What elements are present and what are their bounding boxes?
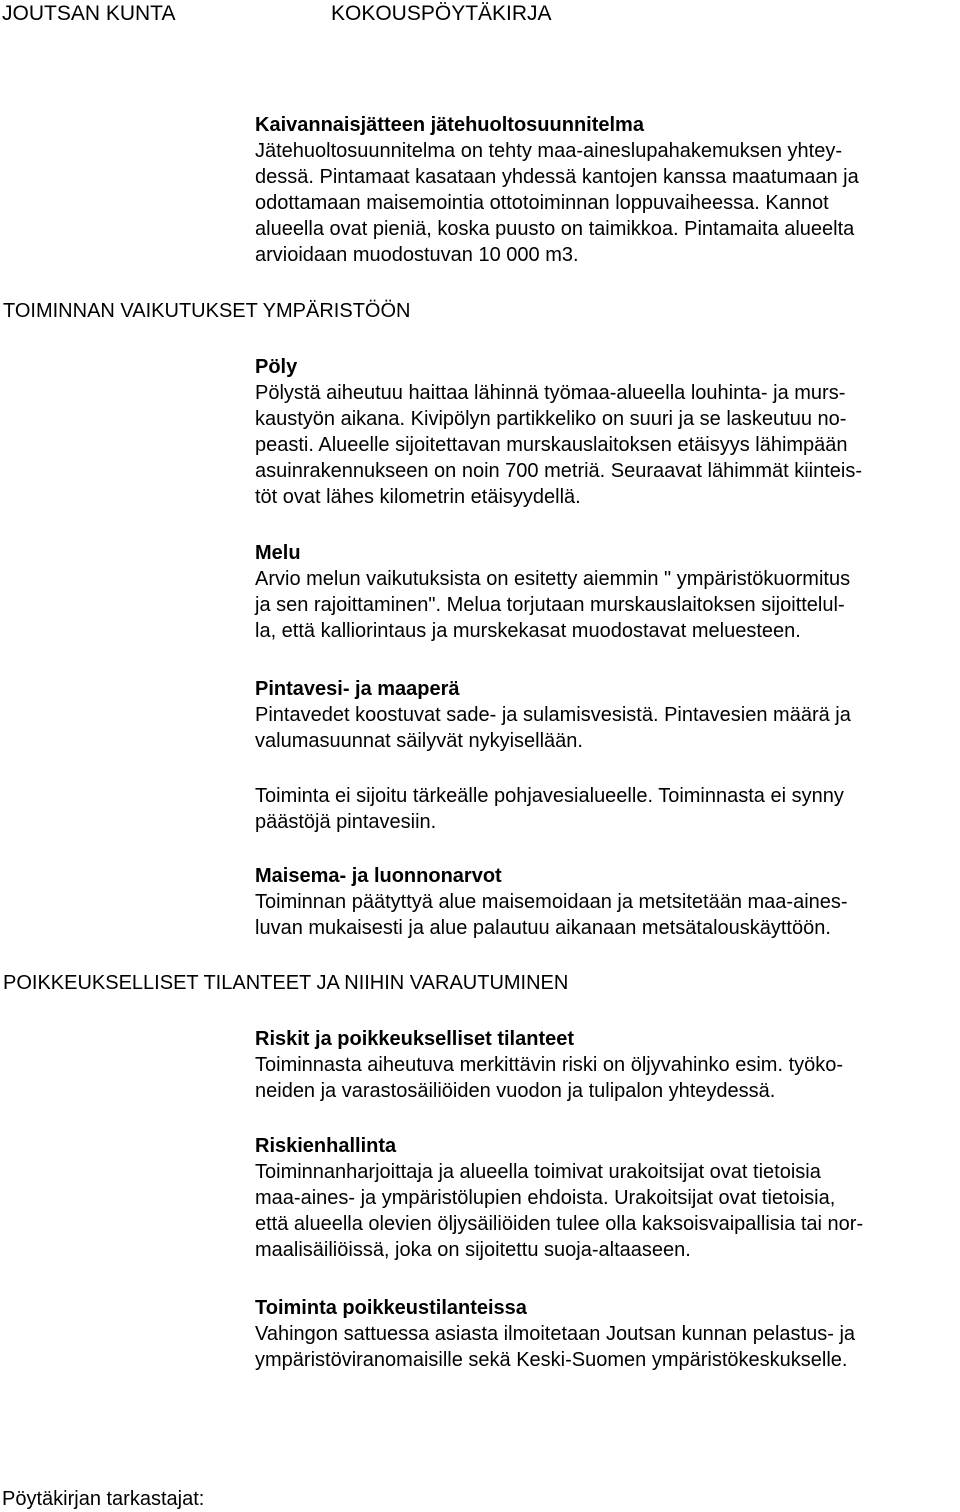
paragraph-line: töt ovat lähes kilometrin etäisyydellä. xyxy=(255,486,581,508)
subsection-title: Pintavesi- ja maaperä xyxy=(255,678,460,700)
paragraph-line: Arvio melun vaikutuksista on esitetty aiemmin " ympäristökuormitus xyxy=(255,568,851,590)
subsection-title: Maisema- ja luonnonarvot xyxy=(255,865,502,887)
paragraph-line: Pintavedet koostuvat sade- ja sulamisvesistä. Pintavesien määrä ja xyxy=(255,704,851,726)
paragraph-line: Toiminnasta aiheutuva merkittävin riski on öljyvahinko esim. työko- xyxy=(255,1054,844,1076)
section-surface-water xyxy=(255,676,957,754)
subsection-title: Pöly xyxy=(255,356,298,378)
paragraph-line: arvioidaan muodostuvan 10 000 m3. xyxy=(255,244,579,266)
paragraph-line: luvan mukaisesti ja alue palautuu aikanaan metsätalouskäyttöön. xyxy=(255,917,831,939)
subsection-title: Riskit ja poikkeukselliset tilanteet xyxy=(255,1028,575,1050)
paragraph-line: la, että kalliorintaus ja murskekasat muodostavat meluesteen. xyxy=(255,620,801,642)
paragraph-line: Toiminnan päätyttyä alue maisemoidaan ja metsitetään maa-aines- xyxy=(255,891,848,913)
section-surface-water-paragraph-2 xyxy=(255,783,957,835)
subsection-title: Riskienhallinta xyxy=(255,1135,397,1157)
subsection-title: Melu xyxy=(255,542,301,564)
section-waste-plan xyxy=(255,112,957,268)
section-risk-management xyxy=(255,1133,957,1263)
section-emergency-operation xyxy=(255,1295,957,1373)
paragraph-line: Vahingon sattuessa asiasta ilmoitetaan Joutsan kunnan pelastus- ja xyxy=(255,1323,856,1345)
municipality-name: JOUTSAN KUNTA xyxy=(2,2,176,25)
paragraph-line: neiden ja varastosäiliöiden vuodon ja tulipalon yhteydessä. xyxy=(255,1080,776,1102)
paragraph-line: dessä. Pintamaat kasataan yhdessä kantojen kanssa maatumaan ja xyxy=(255,166,859,188)
paragraph-line: Toiminnanharjoittaja ja alueella toimivat urakoitsijat ovat tietoisia xyxy=(255,1161,821,1183)
paragraph-line: maa-aines- ja ympäristölupien ehdoista. Urakoitsijat ovat tietoisia, xyxy=(255,1187,836,1209)
section-risks xyxy=(255,1026,957,1104)
paragraph-line: Jätehuoltosuunnitelma on tehty maa-aineslupahakemuksen yhtey- xyxy=(255,140,843,162)
section-heading-environmental-impacts: TOIMINNAN VAIKUTUKSET YMPÄRISTÖÖN xyxy=(3,300,411,322)
paragraph-line: alueella ovat pieniä, koska puusto on taimikkoa. Pintamaita alueelta xyxy=(255,218,855,240)
section-noise xyxy=(255,540,957,644)
paragraph-line: päästöjä pintavesiin. xyxy=(255,811,437,833)
paragraph-line: maalisäiliöissä, joka on sijoitettu suoja-altaaseen. xyxy=(255,1239,691,1261)
section-landscape xyxy=(255,863,957,941)
subsection-title: Toiminta poikkeustilanteissa xyxy=(255,1297,527,1319)
paragraph-line: asuinrakennukseen on noin 700 metriä. Seuraavat lähimmät kiinteis- xyxy=(255,460,863,482)
paragraph-line: kaustyön aikana. Kivipölyn partikkeliko on suuri ja se laskeutuu no- xyxy=(255,408,847,430)
paragraph-line: ympäristöviranomaisille sekä Keski-Suomen ympäristökeskukselle. xyxy=(255,1349,848,1371)
paragraph-line: valumasuunnat säilyvät nykyisellään. xyxy=(255,730,583,752)
paragraph-line: odottamaan maisemointia ottotoiminnan loppuvaiheessa. Kannot xyxy=(255,192,829,214)
paragraph-line: peasti. Alueelle sijoitettavan murskauslaitoksen etäisyys lähimpään xyxy=(255,434,848,456)
document-type: KOKOUSPÖYTÄKIRJA xyxy=(331,2,552,25)
section-dust xyxy=(255,354,957,510)
subsection-title: Kaivannaisjätteen jätehuoltosuunnitelma xyxy=(255,114,644,136)
section-heading-exceptional-situations: POIKKEUKSELLISET TILANTEET JA NIIHIN VARAUTUMINEN xyxy=(3,972,569,994)
paragraph-line: että alueella olevien öljysäiliöiden tulee olla kaksoisvaipallisia tai nor- xyxy=(255,1213,864,1235)
paragraph-line: Toiminta ei sijoitu tärkeälle pohjavesialueelle. Toiminnasta ei synny xyxy=(255,785,844,807)
paragraph-line: ja sen rajoittaminen". Melua torjutaan murskauslaitoksen sijoittelul- xyxy=(255,594,845,616)
minutes-reviewers-label: Pöytäkirjan tarkastajat: xyxy=(2,1488,205,1510)
paragraph-line: Pölystä aiheutuu haittaa lähinnä työmaa-alueella louhinta- ja murs- xyxy=(255,382,846,404)
